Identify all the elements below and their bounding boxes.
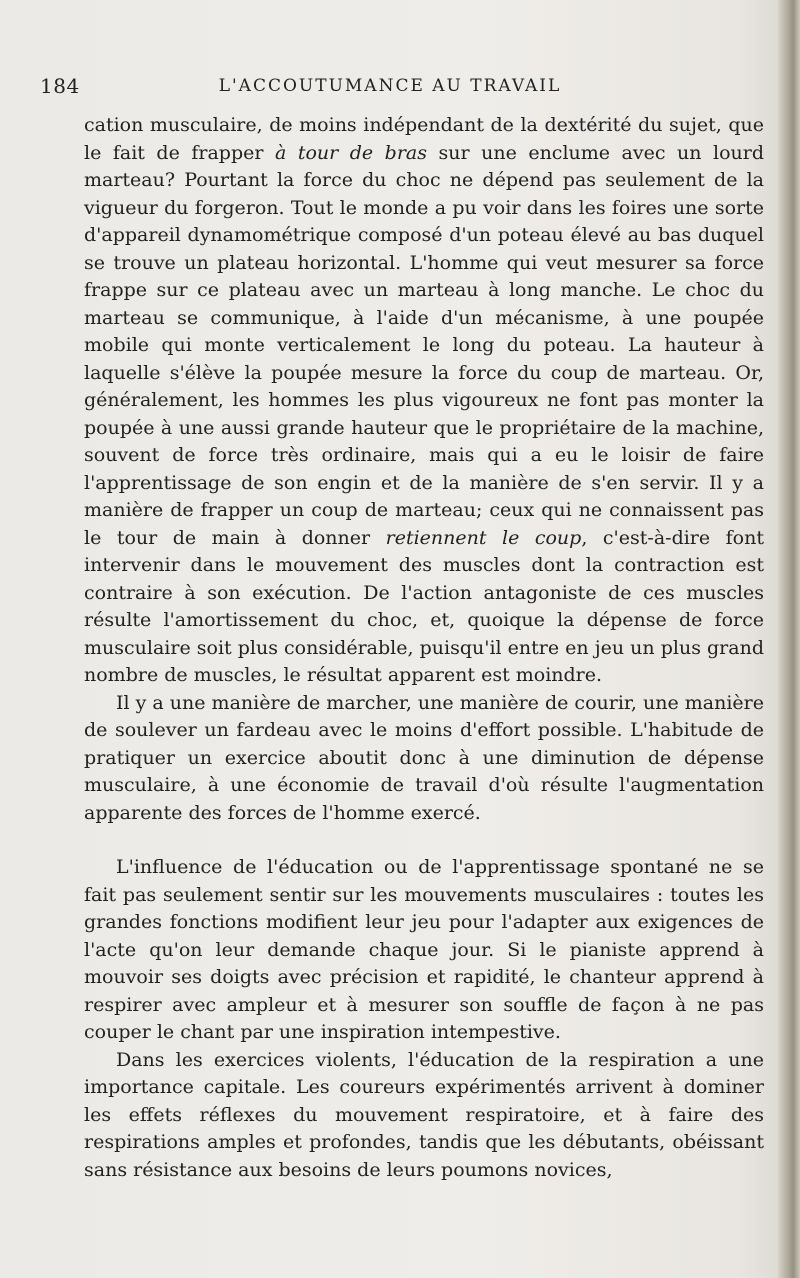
paragraph-3: L'influence de l'éducation ou de l'apprentissage spontané ne se fait pas seulement sentir sur les mouvements musculaires : toutes les grandes fonctions modifient leur jeu pour l'adapter aux exigences de l'acte qu'on leur demande chaque jour. Si le pianiste apprend à mouvoir ses doigts avec précision et rapidité, le chanteur apprend à respirer avec ampleur et à mesurer son souffle de façon à ne pas couper le chant par une inspiration intempestive. bbox=[84, 856, 764, 1043]
paragraph-1 bbox=[84, 112, 764, 690]
paragraph-1-italic-a: à tour de bras bbox=[274, 141, 427, 164]
page-header bbox=[40, 74, 740, 104]
paragraph-1-text-a: cation musculaire, de moins indépendant de la dextérité du sujet, que le fait de frapper bbox=[84, 114, 764, 164]
page-edge-shadow bbox=[778, 0, 800, 1278]
paragraph-1-italic-b: retiennent le coup bbox=[385, 526, 582, 549]
paragraph-4: Dans les exercices violents, l'éducation de la respiration a une importance capitale. Les coureurs expérimentés arrivent à dominer les effets réflexes du mouvement respiratoire, et à faire des respirations amples et profondes, tandis que les débutants, obéissant sans résistance aux besoins de leurs poumons novices, bbox=[84, 1048, 764, 1181]
running-head: L'ACCOUTUMANCE AU TRAVAIL bbox=[218, 76, 562, 96]
paragraph-1-text-c: , c'est-à-dire font intervenir dans le mouvement des muscles dont la contraction est contraire à son exécution. De l'action antagoniste de ces muscles résulte l'amortissement du choc, et, quoique la dépense de force musculaire soit plus considérable, puisqu'il entre en jeu un plus grand nombre de muscles, le résultat apparent est moindre. bbox=[84, 526, 764, 686]
paragraph-2: Il y a une manière de marcher, une manière de courir, une manière de soulever un fardeau avec le moins d'effort possible. L'habitude de pratiquer un exercice aboutit donc à une diminution de dépense musculaire, à une économie de travail d'où résulte l'augmentation apparente des forces de l'homme exercé. bbox=[84, 691, 764, 824]
body-text bbox=[84, 112, 764, 1184]
paragraph-1-text-b: sur une enclume avec un lourd marteau? Pourtant la force du choc ne dépend pas seulement de la vigueur du forgeron. Tout le monde a pu voir dans les foires une sorte d'appareil dynamométrique composé d'un poteau élevé au bas duquel se trouve un plateau horizontal. L'homme qui veut mesurer sa force frappe sur ce plateau avec un marteau à long manche. Le choc du marteau se communique, à l'aide d'un mécanisme, à une poupée mobile qui monte verticalement le long du poteau. La hauteur à laquelle s'élève la poupée mesure la force du coup de marteau. Or, généralement, les hommes les plus vigoureux ne font pas monter la poupée à une aussi grande hauteur que le propriétaire de la machine, souvent de force très ordinaire, mais qui a eu le loisir de faire l'apprentissage de son engin et de la manière de s'en servir. Il y a manière de frapper un coup de marteau; ceux qui ne connaissent pas le tour de main à donner bbox=[84, 141, 764, 549]
page-number: 184 bbox=[40, 74, 80, 98]
